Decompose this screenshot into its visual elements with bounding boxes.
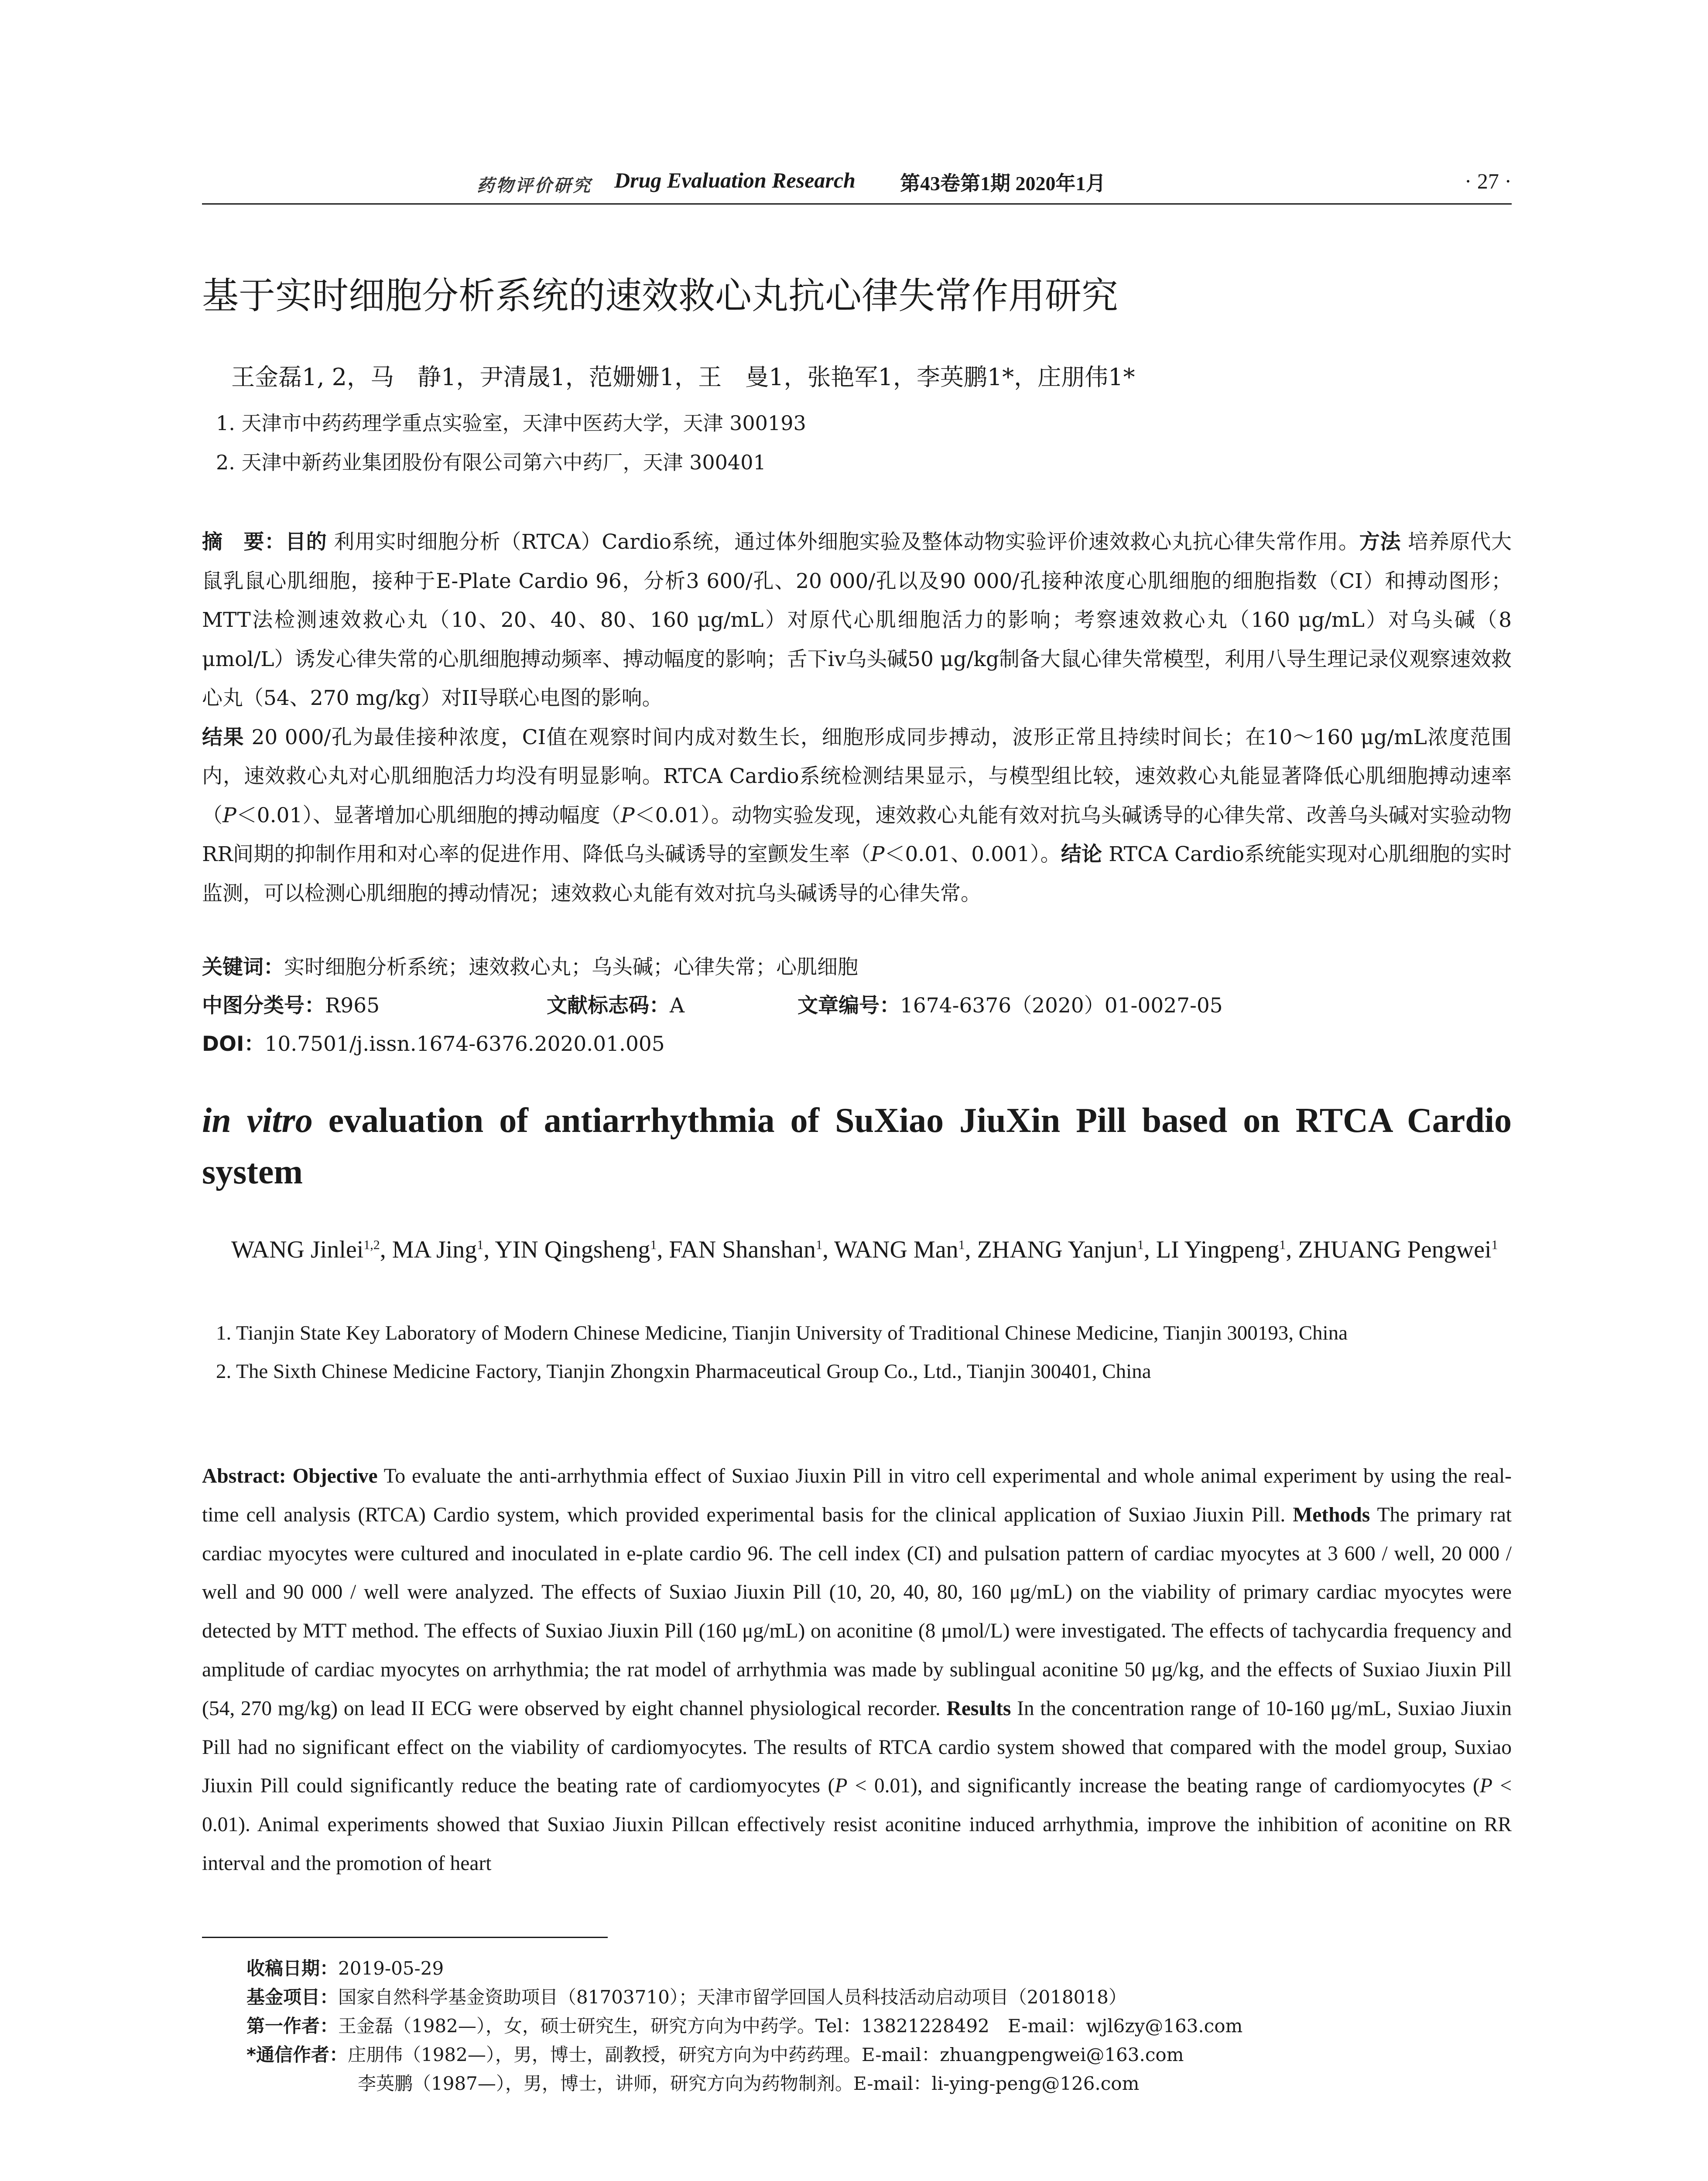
header-divider	[202, 203, 1512, 205]
author-affiliation-mark: 1	[815, 1237, 822, 1252]
chinese-title: 基于实时细胞分析系统的速效救心丸抗心律失常作用研究	[202, 274, 1119, 317]
english-authors: WANG Jinlei$^{1,2}$, MA Jing$^1$, YIN Qingsheng$^1$, FAN Shanshan$^1$, WANG Man$^1$, ZHANG Yanjun$^1$, LI Yingpeng$^1$, ZHUANG Pengwei$^1$	[231, 1236, 1498, 1263]
p-symbol: P	[222, 803, 236, 827]
results-text-1: 20 000/孔为最佳接种浓度，CI值在观察时间内成对数生长，细胞形成同步搏动，波形正常且持续时间长；在10～160 μg/mL浓度范围内，速效救心丸对心肌细胞活力均没有明显影响。RTCA Cardio系统检测结果显示，与模型组比较，速效救心丸能显著降低心肌细胞搏动速率（	[202, 725, 1512, 827]
conclusion-text: RTCA Cardio系统能实现对心肌细胞的实时监测，可以检测心肌细胞的搏动情况；速效救心丸能有效对抗乌头碱诱导的心律失常。	[202, 842, 1512, 906]
chinese-affiliation-2: 2. 天津中新药业集团股份有限公司第六中药厂，天津 300401	[216, 451, 766, 474]
funding	[246, 1983, 1127, 2012]
english-author: MA Jing$^1$	[392, 1236, 484, 1263]
chinese-authors: 王金磊1, 2，马 静1，尹清晟1，范姗姗1，王 曼1，张艳军1，李英鹏1*，庄朋伟1*	[231, 363, 1135, 391]
english-affiliation-2: 2. The Sixth Chinese Medicine Factory, Tianjin Zhongxin Pharmaceutical Group Co., Ltd., Tianjin 300401, China	[216, 1360, 1151, 1383]
doi-line	[202, 1025, 665, 1063]
keywords-label: 关键词：	[202, 955, 284, 979]
volume-issue: 第43卷第1期 2020年1月	[900, 172, 1106, 195]
english-abstract	[202, 1457, 1512, 1883]
author-affiliation-mark: 1	[1279, 1237, 1286, 1252]
methods-label: Methods	[1293, 1503, 1370, 1526]
results-text-4: ＜0.01、0.001）。	[884, 842, 1061, 866]
first-author-note	[246, 2012, 1242, 2041]
author-affiliation-mark: 1,2	[363, 1237, 380, 1252]
corresponding-author-note-2: 李英鹏（1987—），男，博士，讲师，研究方向为药物制剂。E-mail：li-ying-peng@126.com	[358, 2073, 1140, 2094]
author-affiliation-mark: 1	[650, 1237, 657, 1252]
results-text-1: In the concentration range of 10-160 μg/mL, Suxiao Jiuxin Pill had no significant effect on the viability of cardiomyocytes. The results of RTCA cardio system showed that compared with the model group, Suxiao Jiuxin Pill could significantly reduce the beating rate of cardiomyocytes (	[202, 1697, 1512, 1798]
journal-name: Drug Evaluation Research	[614, 168, 856, 192]
english-author: ZHANG Yanjun$^1$	[977, 1236, 1144, 1263]
english-affiliations	[216, 1314, 1512, 1391]
doc-code-value: A	[670, 994, 685, 1018]
chinese-affiliation-1: 1. 天津市中药药理学重点实验室，天津中医药大学，天津 300193	[216, 411, 806, 435]
objective-text: 利用实时细胞分析（RTCA）Cardio系统，通过体外细胞实验及整体动物实验评价速效救心丸抗心律失常作用。	[334, 530, 1359, 554]
objective-label: 目的	[285, 530, 327, 554]
corresponding-value-1: 庄朋伟（1982—），男，博士，副教授，研究方向为中药药理。E-mail：zhuangpengwei@163.com	[347, 2044, 1184, 2065]
running-header	[202, 166, 1512, 204]
results-text-2: < 0.01), and significantly increase the beating range of cardiomyocytes (	[847, 1774, 1480, 1798]
p-symbol: P	[620, 803, 635, 827]
english-affiliation-1: 1. Tianjin State Key Laboratory of Modern Chinese Medicine, Tianjin University of Traditional Chinese Medicine, Tianjin 300193, China	[216, 1322, 1348, 1344]
methods-text: 培养原代大鼠乳鼠心肌细胞，接种于E-Plate Cardio 96，分析3 600/孔、20 000/孔以及90 000/孔接种浓度心肌细胞的细胞指数（CI）和搏动图形；MTT法检测速效救心丸（10、20、40、80、160 μg/mL）对原代心肌细胞活力的影响；考察速效救心丸（160 μg/mL）对乌头碱（8 μmol/L）诱发心律失常的心肌细胞搏动频率、搏动幅度的影响；舌下iv乌头碱50 μg/kg制备大鼠心律失常模型，利用八导生理记录仪观察速效救心丸（54、270 mg/kg）对II导联心电图的影响。	[202, 530, 1512, 710]
page-number: · 27 ·	[1464, 169, 1512, 193]
english-author: FAN Shanshan$^1$	[669, 1236, 822, 1263]
english-author: ZHUANG Pengwei$^1$	[1298, 1236, 1498, 1263]
footnote-divider	[202, 1937, 608, 1938]
chinese-keywords	[202, 948, 858, 987]
objective-label: Objective	[292, 1465, 378, 1487]
author-affiliation-mark: 1	[958, 1237, 965, 1252]
doi-value[interactable]: 10.7501/j.issn.1674-6376.2020.01.005	[264, 1032, 665, 1056]
p-symbol: P	[835, 1774, 848, 1798]
english-title-italic: in vitro	[202, 1101, 313, 1140]
p-symbol: P	[1479, 1774, 1492, 1798]
english-title-rest: evaluation of antiarrhythmia of SuXiao JiuXin Pill based on RTCA Cardio system	[202, 1101, 1512, 1191]
abstract-label: 摘 要：	[202, 530, 286, 554]
results-text-3: < 0.01). Animal experiments showed that Suxiao Jiuxin Pillcan effectively resist aconitine induced arrhythmia, improve the inhibition of aconitine on RR interval and the promotion of heart	[202, 1774, 1512, 1875]
conclusion-label: 结论	[1061, 842, 1102, 866]
first-author-value: 王金磊（1982—），女，硕士研究生，研究方向为中药学。Tel：13821228492 E-mail：wjl6zy@163.com	[338, 2015, 1243, 2037]
english-author: YIN Qingsheng$^1$	[495, 1236, 657, 1263]
p-symbol: P	[870, 842, 885, 866]
author-affiliation-mark: 1	[1137, 1237, 1144, 1252]
doc-code-label: 文献标志码：	[547, 994, 670, 1018]
first-author-label: 第一作者：	[246, 2015, 339, 2037]
abstract-label: Abstract:	[202, 1465, 286, 1487]
english-title	[202, 1095, 1512, 1198]
english-author: LI Yingpeng$^1$	[1156, 1236, 1286, 1263]
methods-text: The primary rat cardiac myocytes were cultured and inoculated in e-plate cardio 96. The cell index (CI) and pulsation pattern of cardiac myocytes at 3 600 / well, 20 000 / well and 90 000 / well were analyzed. The effects of Suxiao Jiuxin Pill (10, 20, 40, 80, 160 μg/mL) on the viability of primary cardiac myocytes were detected by MTT method. The effects of Suxiao Jiuxin Pill (160 μg/mL) on aconitine (8 μmol/L) were investigated. The effects of tachycardia frequency and amplitude of cardiac myocytes on arrhythmia; the rat model of arrhythmia was made by sublingual aconitine 50 μg/kg, and the effects of Suxiao Jiuxin Pill (54, 270 mg/kg) on lead II ECG were observed by eight channel physiological recorder.	[202, 1503, 1512, 1720]
received-value: 2019-05-29	[338, 1958, 444, 1979]
journal-logo: 药物评价研究	[477, 175, 592, 196]
article-number	[798, 987, 1223, 1025]
received-date	[246, 1954, 444, 1983]
results-label: Results	[946, 1697, 1011, 1720]
corresponding-label: *通信作者：	[246, 2044, 348, 2065]
fund-label: 基金项目：	[246, 1986, 339, 2008]
fund-value: 国家自然科学基金资助项目（81703710）；天津市留学回国人员科技活动启动项目（2018018）	[338, 1986, 1127, 2008]
results-text-2: ＜0.01）、显著增加心肌细胞的搏动幅度（	[236, 803, 621, 827]
article-no-label: 文章编号：	[798, 994, 900, 1018]
results-label: 结果	[202, 725, 245, 749]
english-author: WANG Jinlei$^{1,2}$	[231, 1236, 380, 1263]
document-code	[547, 987, 685, 1025]
class-label: 中图分类号：	[202, 994, 325, 1018]
author-affiliation-mark: 1	[1491, 1237, 1498, 1252]
objective-text: To evaluate the anti-arrhythmia effect of Suxiao Jiuxin Pill in vitro cell experimental and whole animal experiment by using the real-time cell analysis (RTCA) Cardio system, which provided experimental basis for the clinical application of Suxiao Jiuxin Pill.	[202, 1465, 1512, 1526]
keywords-text: 实时细胞分析系统；速效救心丸；乌头碱；心律失常；心肌细胞	[284, 955, 858, 979]
methods-label: 方法	[1359, 530, 1401, 554]
doi-label: DOI：	[202, 1032, 265, 1056]
english-author: WANG Man$^1$	[834, 1236, 965, 1263]
chinese-abstract	[202, 523, 1512, 913]
class-number	[202, 987, 380, 1025]
received-label: 收稿日期：	[246, 1958, 339, 1979]
corresponding-author-note	[246, 2041, 1184, 2069]
results-text-3: ＜0.01）。动物实验发现，速效救心丸能有效对抗乌头碱诱导的心律失常、改善乌头碱对实验动物RR间期的抑制作用和对心率的促进作用、降低乌头碱诱导的室颤发生率（	[202, 803, 1512, 866]
article-no-value: 1674-6376（2020）01-0027-05	[900, 994, 1223, 1018]
author-affiliation-mark: 1	[477, 1237, 484, 1252]
class-value: R965	[325, 994, 380, 1018]
